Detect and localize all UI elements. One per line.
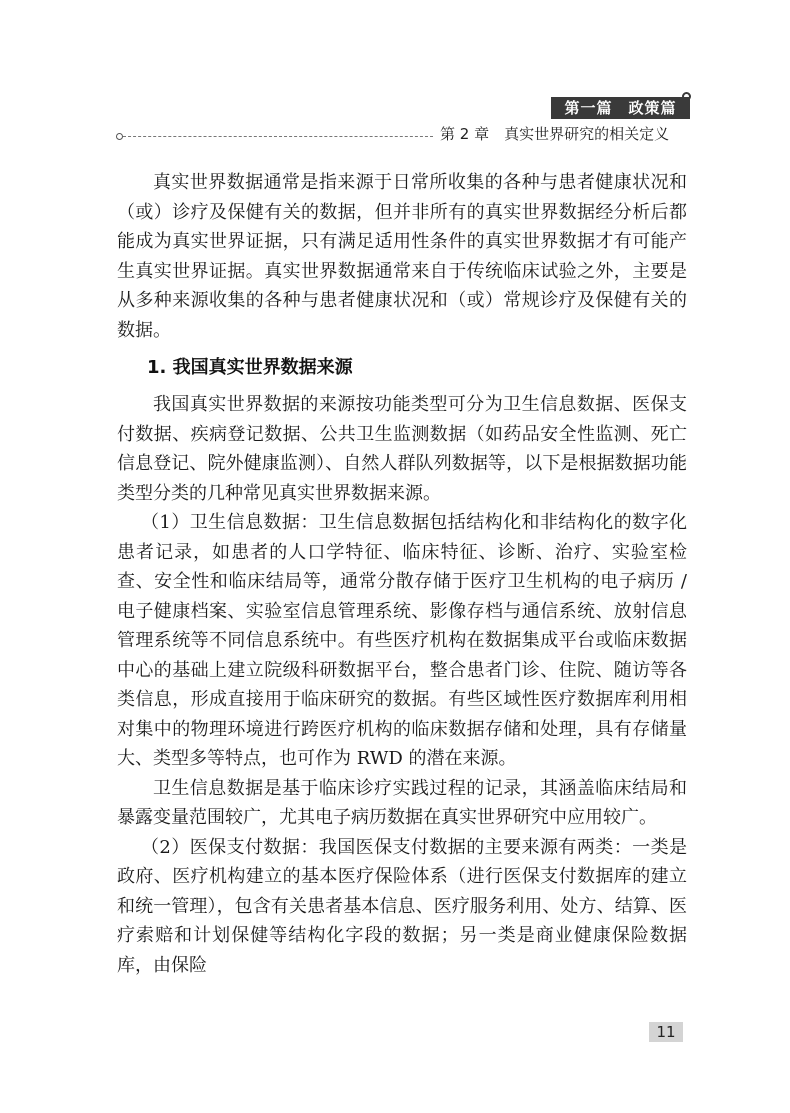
chapter-title: 第 2 章 真实世界研究的相关定义 [440, 125, 670, 143]
header-rule [123, 136, 433, 137]
paragraph-insurance: （2）医保支付数据：我国医保支付数据的主要来源有两类：一类是政府、医疗机构建立的基本医疗保险体系（进行医保支付数据库的建立和统一管理），包含有关患者基本信息、医疗服务利用、处方、结算、医疗索赔和计划保健等结构化字段的数据；另一类是商业健康保险数据库，由保险 [117, 836, 687, 976]
page-number: 11 [649, 1022, 683, 1042]
header-rule-dot [116, 133, 123, 140]
section-heading: 1. 我国真实世界数据来源 [147, 357, 353, 378]
paragraph-intro: 真实世界数据通常是指来源于日常所收集的各种与患者健康状况和（或）诊疗及保健有关的数据，但并非所有的真实世界数据经分析后都能成为真实世界证据，只有满足适用性条件的真实世界数据才有可能产生真实世界证据。真实世界数据通常来自于传统临床试验之外，主要是从多种来源收集的各种与患者健康状况和（或）常规诊疗及保健有关的数据。 [117, 172, 687, 341]
paragraph-health-info: （1）卫生信息数据：卫生信息数据包括结构化和非结构化的数字化患者记录，如患者的人口学特征、临床特征、诊断、治疗、实验室检查、安全性和临床结局等，通常分散存储于医疗卫生机构的电子病历 / 电子健康档案、实验室信息管理系统、影像存档与通信系统、放射信息管理系统等不同信息系统中。有些医疗机构在数据集成平台或临床数据中心的基础上建立院级科研数据平台，整合患者门诊、住院、随访等各类信息，形成直接用于临床研究的数据。有些区域性医疗数据库利用相对集中的物理环境进行跨医疗机构的临床数据存储和处理，具有存储量大、类型多等特点，也可作为 RWD 的潜在来源。 [117, 512, 687, 769]
part-badge: 第一篇 政策篇 [551, 97, 690, 119]
paragraph-sources: 我国真实世界数据的来源按功能类型可分为卫生信息数据、医保支付数据、疾病登记数据、公共卫生监测数据（如药品安全性监测、死亡信息登记、院外健康监测）、自然人群队列数据等，以下是根据数据功能类型分类的几种常见真实世界数据来源。 [117, 394, 687, 504]
page-body [117, 168, 687, 980]
paragraph-health-info-summary: 卫生信息数据是基于临床诊疗实践过程的记录，其涵盖临床结局和暴露变量范围较广，尤其电子病历数据在真实世界研究中应用较广。 [117, 777, 687, 828]
